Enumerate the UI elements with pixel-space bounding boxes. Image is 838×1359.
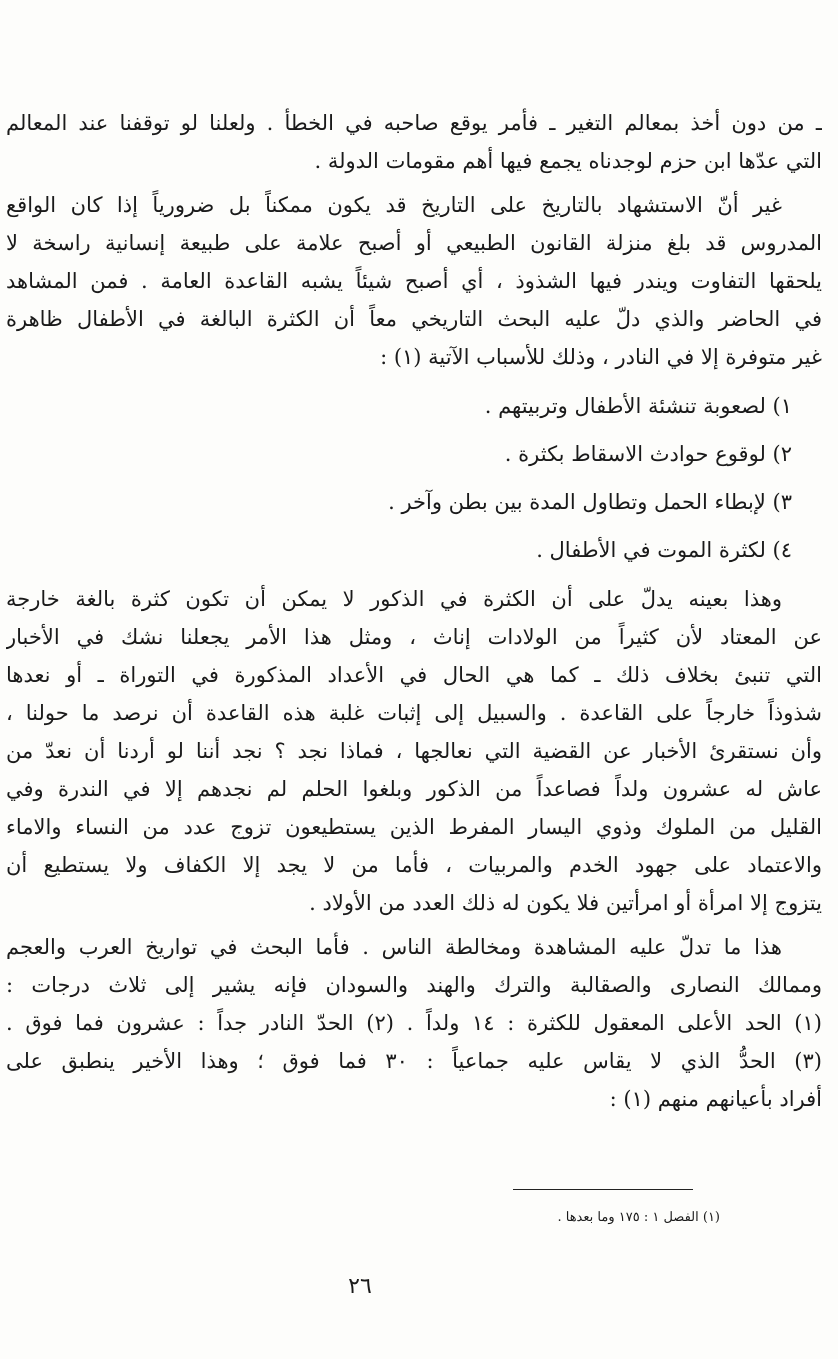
text-line: وهذا بعينه يدلّ على أن الكثرة في الذكور لا يمكن أن تكون كثرة بالغة خارجة	[6, 587, 782, 611]
text-line: (٣) الحدُّ الذي لا يقاس عليه جماعياً : ٣٠ فما فوق ؛ وهذا الأخير ينطبق على	[6, 1049, 822, 1073]
text-line: والاعتماد على جهود الخدم والمربيات ، فأما من لا يجد إلا الكفاف ولا يستطيع أن	[6, 853, 822, 877]
page-number: ٢٦	[348, 1274, 372, 1299]
list-item: ٤) لكثرة الموت في الأطفال .	[536, 538, 792, 562]
text-line: وأن نستقرئ الأخبار عن القضية التي نعالجها ، فماذا نجد ؟ نجد أننا لو أردنا أن نعدّ من	[6, 739, 822, 763]
footnote-divider	[513, 1189, 693, 1190]
text-line: (١) الحد الأعلى المعقول للكثرة : ١٤ ولداً . (٢) الحدّ النادر جداً : عشرون فما فوق .	[6, 1011, 822, 1035]
text-line: غير متوفرة إلا في النادر ، وذلك للأسباب الآتية (١) :	[380, 345, 822, 369]
text-line: عاش له عشرون ولداً فصاعداً من الذكور وبلغوا الحلم لم نجدهم إلا في الندرة وفي	[6, 777, 822, 801]
body-text	[6, 104, 822, 1118]
list-item: ٣) لإبطاء الحمل وتطاول المدة بين بطن وآخر .	[388, 490, 792, 514]
list-item: ٢) لوقوع حوادث الاسقاط بكثرة .	[504, 442, 792, 466]
footnote: (١) الفصل ١ : ١٧٥ وما بعدها .	[557, 1210, 720, 1225]
text-line: في الحاضر والذي دلّ عليه البحث التاريخي معاً أن الكثرة البالغة في الأطفال ظاهرة	[6, 307, 822, 331]
text-line: هذا ما تدلّ عليه المشاهدة ومخالطة الناس . فأما البحث في تواريخ العرب والعجم	[6, 935, 782, 959]
text-line: أفراد بأعيانهم منهم (١) :	[609, 1087, 822, 1111]
text-line: القليل من الملوك وذوي اليسار المفرط الذين يستطيعون تزوج عدد من النساء والاماء	[6, 815, 822, 839]
text-line: المدروس قد بلغ منزلة القانون الطبيعي أو أصبح علامة على طبيعة إنسانية راسخة لا	[6, 231, 822, 255]
text-line: عن المعتاد لأن كثيراً من الولادات إناث ، ومثل هذا الأمر يجعلنا نشك في الأخبار	[6, 625, 822, 649]
text-line: التي تنبئ بخلاف ذلك ـ كما هي الحال في الأعداد المذكورة في التوراة ـ أو نعدها	[6, 663, 822, 687]
text-line: غير أنّ الاستشهاد بالتاريخ على التاريخ قد يكون ممكناً بل ضرورياً إذا كان الواقع	[6, 193, 782, 217]
text-line: وممالك النصارى والصقالبة والترك والهند والسودان فإنه يشير إلى ثلاث درجات :	[6, 973, 822, 997]
text-line: ـ من دون أخذ بمعالم التغير ـ فأمر يوقع صاحبه في الخطأ . ولعلنا لو توقفنا عند المعالم	[6, 111, 822, 135]
text-line: يتزوج إلا امرأة أو امرأتين فلا يكون له ذلك العدد من الأولاد .	[309, 891, 822, 915]
text-line: التي عدّها ابن حزم لوجدناه يجمع فيها أهم مقومات الدولة .	[314, 149, 822, 173]
text-line: يلحقها التفاوت ويندر فيها الشذوذ ، أي أصبح شيئاً يشبه القاعدة العامة . فمن المشاهد	[6, 269, 822, 293]
text-line: شذوذاً خارجاً على القاعدة . والسبيل إلى إثبات غلبة هذه القاعدة أن نرصد ما حولنا ،	[6, 701, 822, 725]
list-item: ١) لصعوبة تنشئة الأطفال وتربيتهم .	[484, 394, 792, 418]
